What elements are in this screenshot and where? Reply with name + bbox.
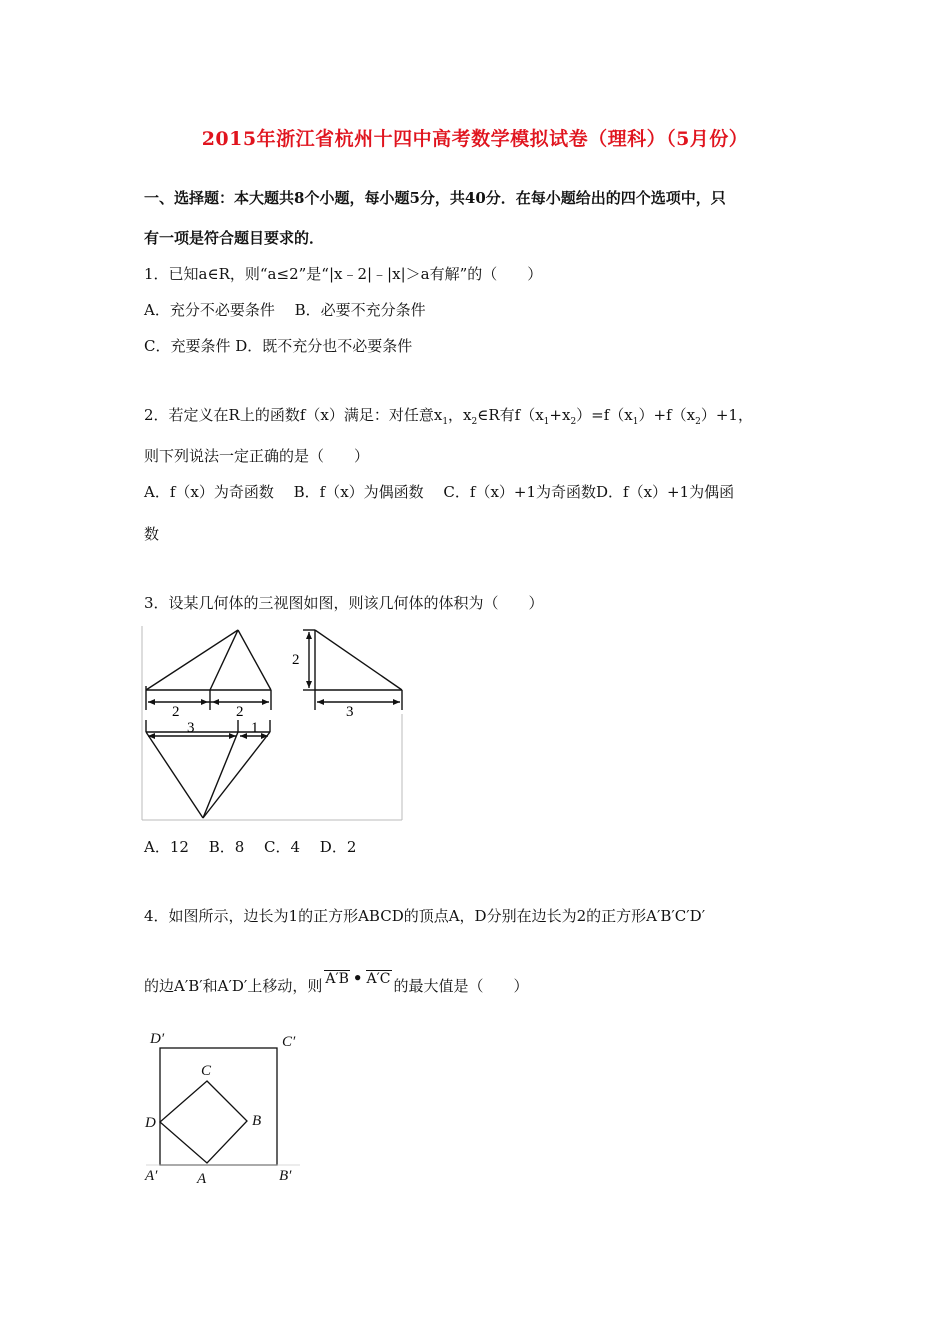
q2-stem-line2: 则下列说法一定正确的是（ ） [144, 447, 370, 465]
label-C: C [201, 1063, 212, 1079]
page-title: 2015年浙江省杭州十四中高考数学模拟试卷（理科）（5月份） [201, 128, 749, 150]
label-B: B [252, 1113, 262, 1129]
q3-options: A．12 B．8 C．4 D．2 [144, 838, 357, 856]
q1-options-ab: A．充分不必要条件 B．必要不充分条件 [144, 301, 426, 319]
q4-stem-line1: 4．如图所示，边长为1的正方形ABCD的顶点A，D分别在边长为2的正方形A′B′C′D′ [144, 907, 706, 925]
label-Dp: D′ [150, 1031, 165, 1047]
q2-options-line1: A．f（x）为奇函数 B．f（x）为偶函数 C．f（x）+1为奇函数D．f（x）+1为偶函 [144, 483, 735, 501]
label-A: A [197, 1171, 207, 1186]
label-Bp: B′ [279, 1168, 292, 1184]
square-figure [140, 1026, 310, 1186]
label-Ap: A′ [145, 1168, 158, 1184]
label-side-base: 3 [346, 704, 354, 720]
section-heading-line2: 有一项是符合题目要求的． [144, 229, 325, 247]
q2-options-line2: 数 [144, 525, 160, 543]
vector-2: A′C [366, 971, 391, 987]
vector-1: A′B [325, 971, 349, 987]
q3-stem: 3．设某几何体的三视图如图，则该几何体的体积为（ ） [144, 594, 544, 612]
label-front-left: 2 [172, 704, 180, 720]
label-D: D [145, 1115, 156, 1131]
section-heading-line1: 一、选择题：本大题共8个小题，每小题5分，共40分．在每小题给出的四个选项中，只 [144, 189, 726, 207]
vector-expression [324, 969, 391, 987]
dot-operator: • [352, 969, 363, 987]
q2-stem-line1: 2．若定义在R上的函数f（x）满足：对任意$x_1$，$x_2\in R$有$f(x_1+x_2)=f(x_1)+f(x_2)+1$， [144, 406, 753, 427]
label-Cp: C′ [282, 1034, 296, 1050]
label-front-right: 2 [236, 704, 244, 720]
q1-stem: 1．已知a∈R，则“a≤2”是“|x﹣2|﹣|x|＞a有解”的（ ） [144, 265, 543, 283]
label-top-right: 1 [251, 720, 259, 736]
label-side-height: 2 [292, 652, 300, 668]
label-top-left: 3 [187, 720, 195, 736]
q1-options-cd: C．充要条件 D．既不充分也不必要条件 [144, 337, 413, 355]
three-view-figure [140, 624, 410, 824]
q4-stem-line2: 的边A′B′和A′D′上移动，则 A′B • A′C 的最大值是（ ） [144, 969, 529, 995]
